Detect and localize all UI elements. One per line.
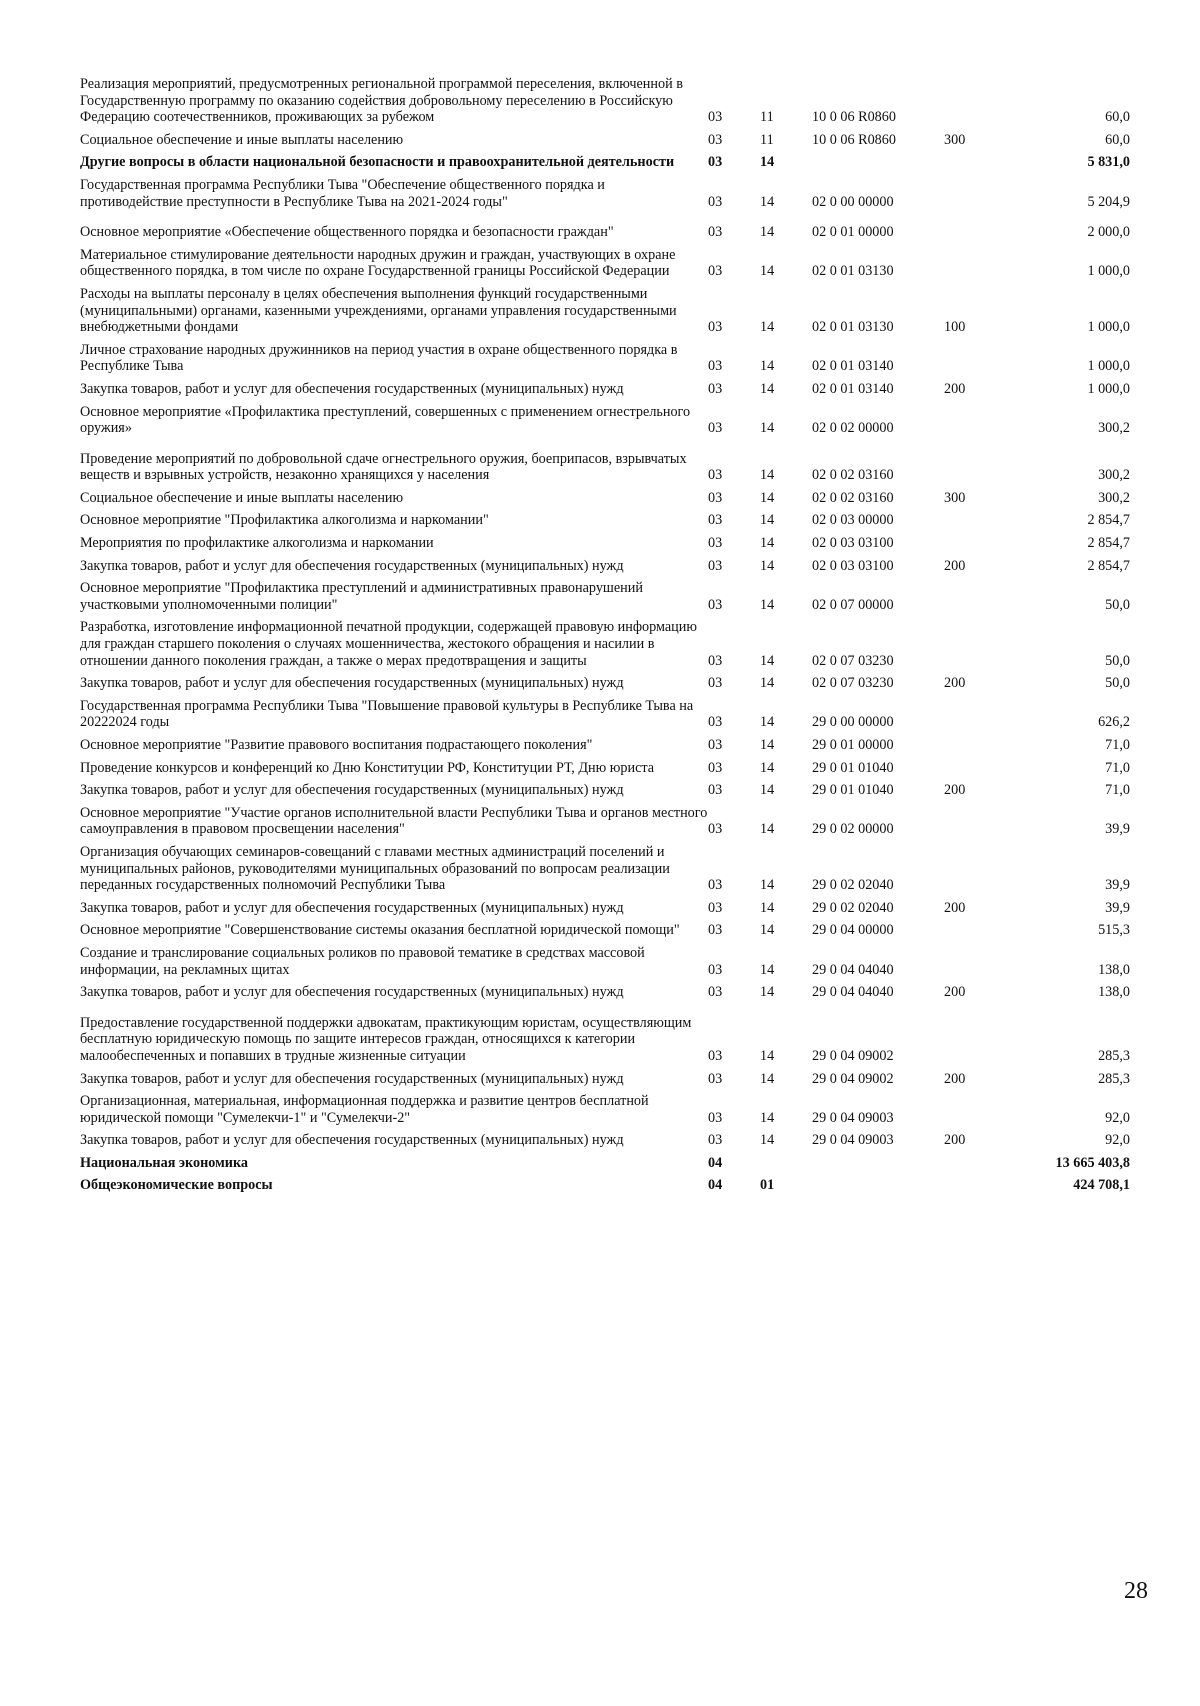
table-row [80,898,1130,921]
expense-type-code: 100 [944,319,966,336]
subsection-code: 14 [760,263,775,280]
table-row [80,617,1130,673]
section-code: 03 [708,759,723,776]
amount: 71,0 [1105,782,1130,799]
row-name: Социальное обеспечение и иные выплаты населению [80,131,404,148]
row-name: Личное страхование народных дружинников на период участия в охране общественного порядка в Республике Тыва [80,341,678,375]
table-row [80,1153,1130,1176]
subsection-code: 14 [760,319,775,336]
row-name: Основное мероприятие «Обеспечение общественного порядка и безопасности граждан" [80,224,614,241]
section-code: 03 [708,319,723,336]
row-name: Закупка товаров, работ и услуг для обеспечения государственных (муниципальных) нужд [80,782,624,799]
section-code: 03 [708,737,723,753]
row-name: Закупка товаров, работ и услуг для обеспечения государственных (муниципальных) нужд [80,1132,624,1149]
row-name: Основное мероприятие "Развитие правового воспитания подрастающего поколения" [80,737,593,753]
target-article-code: 02 0 03 03100 [812,535,894,552]
row-name: Основное мероприятие "Участие органов исполнительной власти Республики Тыва и органов местного самоуправления в правовом просвещении населения" [80,804,708,838]
subsection-code: 11 [760,109,774,126]
section-code: 03 [708,961,723,978]
section-code: 03 [708,1070,723,1087]
amount: 50,0 [1105,596,1130,613]
subsection-code: 14 [760,1070,775,1087]
table-row [80,943,1130,982]
table-row [80,402,1130,441]
subsection-code: 14 [760,1132,775,1149]
row-name: Закупка товаров, работ и услуг для обеспечения государственных (муниципальных) нужд [80,984,624,1001]
row-name: Основное мероприятие "Совершенствование системы оказания бесплатной юридической помощи" [80,922,680,939]
expense-type-code [944,943,1008,982]
target-article-code: 29 0 00 00000 [812,714,894,731]
expense-type-code [944,735,1008,758]
target-article-code: 02 0 07 00000 [812,596,894,613]
amount: 2 854,7 [1087,557,1130,574]
table-row [80,578,1130,617]
amount: 138,0 [1098,961,1130,978]
target-article-code: 02 0 02 03160 [812,467,894,484]
table-row [80,510,1130,533]
row-name: Государственная программа Республики Тыва "Обеспечение общественного порядка и противодействие преступности в Республике Тыва на 2021-2024 годы" [80,176,605,210]
expense-type-code [944,340,1008,379]
subsection-code: 14 [760,596,775,613]
subsection-code: 14 [760,675,775,692]
subsection-code: 14 [760,899,775,916]
page-number: 28 [1124,1578,1148,1604]
target-article-code [812,1153,944,1176]
table-row [80,245,1130,284]
table-row [80,284,1130,340]
subsection-code: 14 [760,1047,775,1064]
expense-type-code [944,533,1008,556]
target-article-code: 29 0 04 04040 [812,961,894,978]
target-article-code: 29 0 01 00000 [812,737,894,753]
table-row [80,1130,1130,1153]
subsection-code: 11 [760,131,774,148]
expense-type-code [944,1091,1008,1130]
amount: 2 854,7 [1087,535,1130,552]
target-article-code [812,1175,944,1198]
amount: 39,9 [1105,899,1130,916]
target-article-code: 29 0 04 04040 [812,984,894,1001]
section-code: 03 [708,224,723,241]
target-article-code: 29 0 04 09002 [812,1070,894,1087]
section-code: 04 [708,1154,723,1171]
table-row [80,1091,1130,1130]
section-code: 03 [708,557,723,574]
expense-type-code [944,696,1008,735]
target-article-code: 29 0 04 09003 [812,1132,894,1149]
expense-type-code [944,1175,1008,1198]
expense-type-code [944,1153,1008,1176]
amount: 515,3 [1098,922,1130,939]
amount: 50,0 [1105,675,1130,692]
target-article-code: 29 0 01 01040 [812,759,894,776]
row-name: Национальная экономика [80,1154,249,1171]
row-name: Основное мероприятие "Профилактика преступлений и административных правонарушений участковыми уполномоченными полиции" [80,580,643,613]
subsection-code: 14 [760,1109,775,1126]
amount: 92,0 [1105,1109,1130,1126]
amount: 2 854,7 [1087,512,1130,529]
table-row [80,488,1130,511]
table-row [80,1175,1130,1198]
table-row [80,175,1130,214]
target-article-code: 29 0 04 09002 [812,1047,894,1064]
subsection-code: 14 [760,922,775,939]
expense-type-code [944,74,1008,130]
target-article-code: 02 0 02 00000 [812,420,894,437]
row-name: Организация обучающих семинаров-совещаний с главами местных администраций поселений и муниципальных районов, руководителями муниципальных образований по вопросам реализации переданных государственных полномочий Республики Тыва [80,843,670,894]
table-row [80,803,1130,842]
expense-type-code [944,920,1008,943]
expense-type-code [944,803,1008,842]
subsection-code [760,1153,812,1176]
amount: 60,0 [1105,109,1130,126]
section-code: 03 [708,1132,723,1149]
table-row [80,920,1130,943]
section-code: 03 [708,899,723,916]
section-code: 03 [708,131,723,148]
subsection-code: 14 [760,154,775,171]
subsection-code: 14 [760,821,775,838]
section-code: 03 [708,358,723,375]
row-name: Реализация мероприятий, предусмотренных региональной программой переселения, включенной в Государственную программу по оказанию содействия добровольному переселению в Российскую Федерацию соотечественников, проживающих за рубежом [80,76,683,126]
subsection-code: 14 [760,358,775,375]
row-name: Проведение мероприятий по добровольной сдаче огнестрельного оружия, боеприпасов, взрывчатых веществ и взрывных устройств, незаконно хранящихся у населения [80,450,687,484]
target-article-code: 10 0 06 R0860 [812,109,896,126]
section-code: 03 [708,535,723,552]
target-article-code: 29 0 02 00000 [812,821,894,838]
target-article-code: 02 0 02 03160 [812,489,894,506]
amount: 300,2 [1098,420,1130,437]
expense-type-code [944,842,1008,898]
target-article-code: 02 0 03 00000 [812,512,894,529]
amount: 300,2 [1098,467,1130,484]
expense-type-code [944,758,1008,781]
subsection-code: 14 [760,380,775,397]
subsection-code: 14 [760,652,775,669]
row-name: Основное мероприятие "Профилактика алкоголизма и наркомании" [80,512,489,529]
section-code: 03 [708,1047,723,1064]
amount: 5 831,0 [1087,154,1130,171]
target-article-code: 29 0 04 00000 [812,922,894,939]
section-code: 03 [708,821,723,838]
amount: 2 000,0 [1087,224,1130,241]
row-name: Закупка товаров, работ и услуг для обеспечения государственных (муниципальных) нужд [80,675,624,692]
row-name: Закупка товаров, работ и услуг для обеспечения государственных (муниципальных) нужд [80,1070,624,1087]
expense-type-code: 200 [944,675,966,692]
section-code: 03 [708,652,723,669]
expense-type-code [944,152,1008,175]
amount: 285,3 [1098,1047,1130,1064]
expense-type-code: 200 [944,782,966,799]
amount: 424 708,1 [1073,1177,1130,1194]
expense-type-code: 300 [944,489,966,506]
section-code: 03 [708,512,723,529]
row-name: Разработка, изготовление информационной печатной продукции, содержащей правовую информацию для граждан старшего поколения о случаях мошенничества, жестокого обращения и насилии в отношении данного поколения граждан, а также о мерах предотвращения и защиты [80,619,697,669]
row-name: Закупка товаров, работ и услуг для обеспечения государственных (муниципальных) нужд [80,899,624,916]
expense-type-code [944,402,1008,441]
row-name: Социальное обеспечение и иные выплаты населению [80,489,404,506]
amount: 60,0 [1105,131,1130,148]
section-code: 03 [708,154,723,171]
target-article-code: 29 0 02 02040 [812,877,894,894]
subsection-code: 14 [760,512,775,529]
table-row [80,673,1130,696]
row-name: Материальное стимулирование деятельности народных дружин и граждан, участвующих в охране общественного порядка, в том числе по охране Государственной границы Российской Федерации [80,246,676,280]
table-row [80,735,1130,758]
amount: 71,0 [1105,737,1130,753]
target-article-code: 02 0 01 03140 [812,358,894,375]
amount: 13 665 403,8 [1055,1154,1130,1171]
amount: 5 204,9 [1087,193,1130,210]
row-name: Предоставление государственной поддержки адвокатам, практикующим юристам, осуществляющим бесплатную юридическую помощь по защите интересов граждан, относящихся к категории малообеспеченных и попавших в трудные жизненные ситуации [80,1014,692,1064]
expense-type-code: 200 [944,899,966,916]
table-row [80,780,1130,803]
subsection-code: 14 [760,737,775,753]
amount: 138,0 [1098,984,1130,1001]
section-code: 03 [708,263,723,280]
table-row [80,379,1130,402]
target-article-code: 02 0 07 03230 [812,652,894,669]
expense-type-code: 200 [944,557,966,574]
target-article-code: 10 0 06 R0860 [812,131,896,148]
amount: 39,9 [1105,821,1130,838]
subsection-code: 14 [760,489,775,506]
target-article-code: 02 0 01 03140 [812,380,894,397]
section-code: 03 [708,109,723,126]
subsection-code: 01 [760,1177,775,1194]
row-name: Мероприятия по профилактике алкоголизма и наркомании [80,535,434,552]
row-name: Проведение конкурсов и конференций ко Дню Конституции РФ, Конституции РТ, Дню юриста [80,759,655,776]
subsection-code: 14 [760,420,775,437]
table-row [80,214,1130,245]
subsection-code: 14 [760,877,775,894]
target-article-code: 02 0 03 03100 [812,557,894,574]
expense-type-code [944,617,1008,673]
row-name: Государственная программа Республики Тыва "Повышение правовой культуры в Республике Тыва на 20222024 годы [80,697,694,731]
section-code: 03 [708,596,723,613]
amount: 71,0 [1105,759,1130,776]
target-article-code: 29 0 01 01040 [812,782,894,799]
section-code: 04 [708,1177,723,1194]
subsection-code: 14 [760,193,775,210]
amount: 1 000,0 [1087,263,1130,280]
target-article-code: 02 0 01 03130 [812,319,894,336]
section-code: 03 [708,1109,723,1126]
target-article-code: 02 0 07 03230 [812,675,894,692]
section-code: 03 [708,922,723,939]
table-row [80,441,1130,488]
subsection-code: 14 [760,961,775,978]
table-row [80,533,1130,556]
row-name: Другие вопросы в области национальной безопасности и правоохранительной деятельности [80,154,675,171]
expense-type-code: 200 [944,1132,966,1149]
target-article-code [812,152,944,175]
table-row [80,340,1130,379]
table-row [80,758,1130,781]
target-article-code: 29 0 04 09003 [812,1109,894,1126]
subsection-code: 14 [760,759,775,776]
row-name: Расходы на выплаты персоналу в целях обеспечения выполнения функций государственными (муниципальными) органами, казенными учреждениями, органами управления государственными внебюджетными фондами [80,285,677,336]
table-row [80,1005,1130,1069]
amount: 39,9 [1105,877,1130,894]
subsection-code: 14 [760,557,775,574]
section-code: 03 [708,489,723,506]
expense-type-code: 200 [944,984,966,1001]
target-article-code: 02 0 01 03130 [812,263,894,280]
expense-type-code [944,1005,1008,1069]
subsection-code: 14 [760,782,775,799]
section-code: 03 [708,984,723,1001]
row-name: Общеэкономические вопросы [80,1177,273,1194]
section-code: 03 [708,193,723,210]
section-code: 03 [708,380,723,397]
expense-type-code [944,578,1008,617]
amount: 626,2 [1098,714,1130,731]
row-name: Создание и транслирование социальных роликов по правовой тематике в средствах массовой информации, на рекламных щитах [80,944,645,978]
row-name: Закупка товаров, работ и услуг для обеспечения государственных (муниципальных) нужд [80,380,624,397]
amount: 1 000,0 [1087,358,1130,375]
subsection-code: 14 [760,224,775,241]
table-row [80,130,1130,153]
section-code: 03 [708,714,723,731]
expense-type-code [944,214,1008,245]
section-code: 03 [708,467,723,484]
subsection-code: 14 [760,984,775,1001]
target-article-code: 02 0 01 00000 [812,224,894,241]
subsection-code: 14 [760,714,775,731]
amount: 1 000,0 [1087,319,1130,336]
subsection-code: 14 [760,467,775,484]
amount: 50,0 [1105,652,1130,669]
amount: 300,2 [1098,489,1130,506]
row-name: Основное мероприятие «Профилактика преступлений, совершенных с применением огнестрельного оружия» [80,403,691,437]
table-row [80,982,1130,1005]
budget-table-body [80,74,1130,1198]
row-name: Закупка товаров, работ и услуг для обеспечения государственных (муниципальных) нужд [80,557,624,574]
table-row [80,152,1130,175]
target-article-code: 29 0 02 02040 [812,899,894,916]
budget-table [80,74,1130,1198]
target-article-code: 02 0 00 00000 [812,193,894,210]
expense-type-code: 300 [944,131,966,148]
expense-type-code: 200 [944,380,966,397]
table-row [80,556,1130,579]
table-row [80,74,1130,130]
expense-type-code [944,175,1008,214]
section-code: 03 [708,420,723,437]
section-code: 03 [708,782,723,799]
expense-type-code [944,441,1008,488]
expense-type-code [944,510,1008,533]
table-row [80,696,1130,735]
row-name: Организационная, материальная, информационная поддержка и развитие центров бесплатной юридической помощи "Сумелекчи-1" и "Сумелекчи-2" [80,1093,649,1126]
expense-type-code [944,245,1008,284]
amount: 92,0 [1105,1132,1130,1149]
amount: 285,3 [1098,1070,1130,1087]
table-row [80,1069,1130,1092]
subsection-code: 14 [760,535,775,552]
amount: 1 000,0 [1087,380,1130,397]
section-code: 03 [708,675,723,692]
section-code: 03 [708,877,723,894]
expense-type-code: 200 [944,1070,966,1087]
table-row [80,842,1130,898]
